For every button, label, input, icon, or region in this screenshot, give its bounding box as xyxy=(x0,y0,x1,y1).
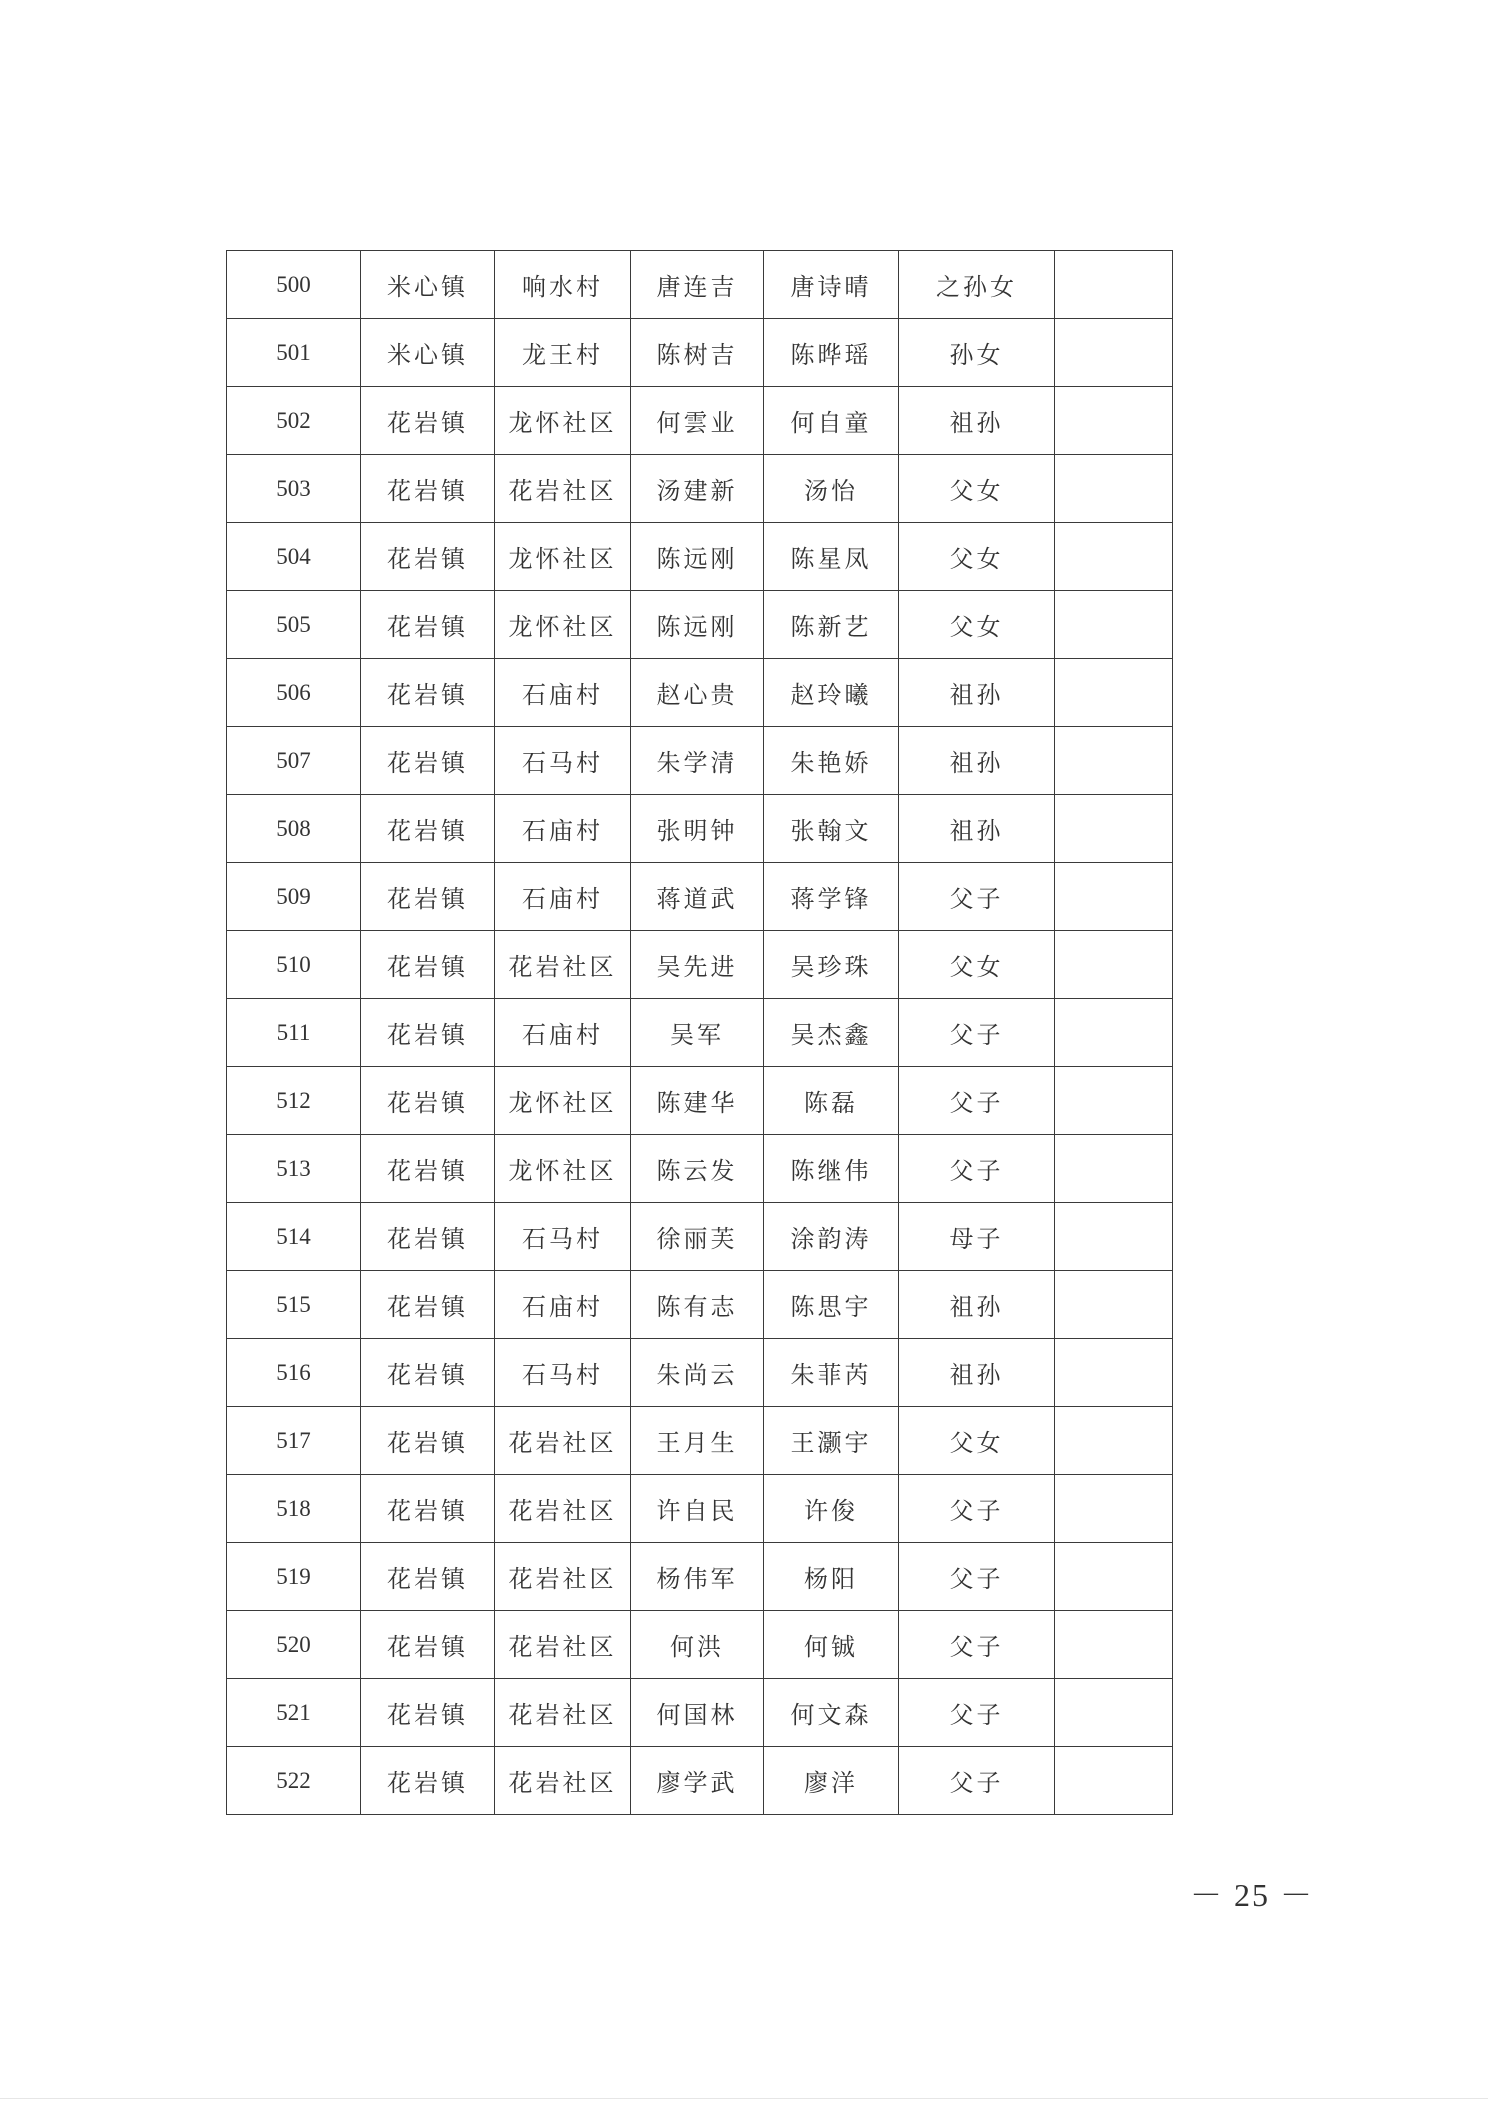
town-cell: 花岩镇 xyxy=(361,1339,495,1407)
village-cell: 花岩社区 xyxy=(495,455,631,523)
note-cell xyxy=(1055,319,1173,387)
person-name-cell: 陈建华 xyxy=(631,1067,764,1135)
town-cell: 花岩镇 xyxy=(361,591,495,659)
relative-name-cell: 朱艳娇 xyxy=(764,727,899,795)
village-cell: 龙怀社区 xyxy=(495,591,631,659)
table-row xyxy=(227,1543,1173,1611)
village-cell: 花岩社区 xyxy=(495,931,631,999)
row-number-cell: 501 xyxy=(227,319,361,387)
relative-name-cell: 陈磊 xyxy=(764,1067,899,1135)
relationship-cell: 父子 xyxy=(899,1543,1055,1611)
row-number-cell: 514 xyxy=(227,1203,361,1271)
village-cell: 花岩社区 xyxy=(495,1475,631,1543)
table-row xyxy=(227,1203,1173,1271)
town-cell: 花岩镇 xyxy=(361,1135,495,1203)
village-cell: 石庙村 xyxy=(495,659,631,727)
table-row xyxy=(227,1067,1173,1135)
village-cell: 龙王村 xyxy=(495,319,631,387)
table-row xyxy=(227,659,1173,727)
village-cell: 花岩社区 xyxy=(495,1407,631,1475)
person-name-cell: 何雲业 xyxy=(631,387,764,455)
relative-name-cell: 陈继伟 xyxy=(764,1135,899,1203)
person-name-cell: 吴军 xyxy=(631,999,764,1067)
relative-name-cell: 王灏宇 xyxy=(764,1407,899,1475)
person-name-cell: 廖学武 xyxy=(631,1747,764,1815)
town-cell: 花岩镇 xyxy=(361,455,495,523)
town-cell: 花岩镇 xyxy=(361,795,495,863)
note-cell xyxy=(1055,1271,1173,1339)
relationship-cell: 父女 xyxy=(899,1407,1055,1475)
person-name-cell: 陈有志 xyxy=(631,1271,764,1339)
village-cell: 石庙村 xyxy=(495,999,631,1067)
person-name-cell: 吴先进 xyxy=(631,931,764,999)
village-cell: 花岩社区 xyxy=(495,1679,631,1747)
row-number-cell: 506 xyxy=(227,659,361,727)
relationship-cell: 父女 xyxy=(899,455,1055,523)
table-row xyxy=(227,455,1173,523)
person-name-cell: 蒋道武 xyxy=(631,863,764,931)
relationship-cell: 之孙女 xyxy=(899,251,1055,319)
table-row xyxy=(227,319,1173,387)
note-cell xyxy=(1055,727,1173,795)
note-cell xyxy=(1055,1611,1173,1679)
relative-name-cell: 唐诗晴 xyxy=(764,251,899,319)
row-number-cell: 500 xyxy=(227,251,361,319)
row-number-cell: 508 xyxy=(227,795,361,863)
note-cell xyxy=(1055,455,1173,523)
relationship-cell: 祖孙 xyxy=(899,1271,1055,1339)
relative-name-cell: 何铖 xyxy=(764,1611,899,1679)
person-name-cell: 陈远刚 xyxy=(631,523,764,591)
person-name-cell: 徐丽芙 xyxy=(631,1203,764,1271)
village-cell: 石庙村 xyxy=(495,795,631,863)
scan-edge-line xyxy=(0,2098,1488,2099)
relative-name-cell: 吴杰鑫 xyxy=(764,999,899,1067)
relationship-cell: 父子 xyxy=(899,1067,1055,1135)
town-cell: 花岩镇 xyxy=(361,1543,495,1611)
relationship-cell: 孙女 xyxy=(899,319,1055,387)
relative-name-cell: 涂韵涛 xyxy=(764,1203,899,1271)
row-number-cell: 521 xyxy=(227,1679,361,1747)
relative-name-cell: 赵玲曦 xyxy=(764,659,899,727)
relationship-cell: 父女 xyxy=(899,591,1055,659)
row-number-cell: 507 xyxy=(227,727,361,795)
town-cell: 花岩镇 xyxy=(361,931,495,999)
village-cell: 石庙村 xyxy=(495,1271,631,1339)
table-row xyxy=(227,1475,1173,1543)
village-cell: 龙怀社区 xyxy=(495,387,631,455)
roster-table-body xyxy=(227,251,1173,1815)
relationship-cell: 父子 xyxy=(899,1611,1055,1679)
town-cell: 花岩镇 xyxy=(361,1067,495,1135)
relative-name-cell: 何文森 xyxy=(764,1679,899,1747)
note-cell xyxy=(1055,1475,1173,1543)
town-cell: 花岩镇 xyxy=(361,659,495,727)
note-cell xyxy=(1055,523,1173,591)
town-cell: 花岩镇 xyxy=(361,1747,495,1815)
table-row xyxy=(227,931,1173,999)
note-cell xyxy=(1055,931,1173,999)
town-cell: 花岩镇 xyxy=(361,1475,495,1543)
row-number-cell: 510 xyxy=(227,931,361,999)
note-cell xyxy=(1055,999,1173,1067)
row-number-cell: 504 xyxy=(227,523,361,591)
note-cell xyxy=(1055,1747,1173,1815)
relative-name-cell: 陈新艺 xyxy=(764,591,899,659)
relationship-cell: 父子 xyxy=(899,1747,1055,1815)
relative-name-cell: 陈晔瑶 xyxy=(764,319,899,387)
table-row xyxy=(227,1611,1173,1679)
town-cell: 花岩镇 xyxy=(361,1679,495,1747)
row-number-cell: 512 xyxy=(227,1067,361,1135)
note-cell xyxy=(1055,863,1173,931)
relationship-cell: 祖孙 xyxy=(899,795,1055,863)
row-number-cell: 503 xyxy=(227,455,361,523)
person-name-cell: 何国林 xyxy=(631,1679,764,1747)
person-name-cell: 何洪 xyxy=(631,1611,764,1679)
relative-name-cell: 张翰文 xyxy=(764,795,899,863)
relationship-cell: 父女 xyxy=(899,931,1055,999)
note-cell xyxy=(1055,251,1173,319)
town-cell: 花岩镇 xyxy=(361,727,495,795)
town-cell: 花岩镇 xyxy=(361,523,495,591)
relationship-cell: 父子 xyxy=(899,999,1055,1067)
row-number-cell: 520 xyxy=(227,1611,361,1679)
person-name-cell: 许自民 xyxy=(631,1475,764,1543)
note-cell xyxy=(1055,387,1173,455)
row-number-cell: 522 xyxy=(227,1747,361,1815)
relationship-cell: 母子 xyxy=(899,1203,1055,1271)
table-row xyxy=(227,1679,1173,1747)
town-cell: 花岩镇 xyxy=(361,387,495,455)
note-cell xyxy=(1055,1203,1173,1271)
note-cell xyxy=(1055,1543,1173,1611)
relationship-cell: 父子 xyxy=(899,1679,1055,1747)
village-cell: 花岩社区 xyxy=(495,1747,631,1815)
village-cell: 石庙村 xyxy=(495,863,631,931)
person-name-cell: 朱学清 xyxy=(631,727,764,795)
relationship-cell: 父子 xyxy=(899,863,1055,931)
note-cell xyxy=(1055,591,1173,659)
person-name-cell: 唐连吉 xyxy=(631,251,764,319)
row-number-cell: 513 xyxy=(227,1135,361,1203)
relationship-cell: 祖孙 xyxy=(899,659,1055,727)
row-number-cell: 509 xyxy=(227,863,361,931)
village-cell: 龙怀社区 xyxy=(495,1067,631,1135)
person-name-cell: 陈远刚 xyxy=(631,591,764,659)
relationship-cell: 父女 xyxy=(899,523,1055,591)
relative-name-cell: 何自童 xyxy=(764,387,899,455)
village-cell: 石马村 xyxy=(495,1203,631,1271)
relative-name-cell: 陈思宇 xyxy=(764,1271,899,1339)
table-row xyxy=(227,251,1173,319)
village-cell: 石马村 xyxy=(495,727,631,795)
page-number: － 25 － xyxy=(1190,1877,1315,1913)
relative-name-cell: 许俊 xyxy=(764,1475,899,1543)
town-cell: 花岩镇 xyxy=(361,999,495,1067)
table-row xyxy=(227,999,1173,1067)
row-number-cell: 515 xyxy=(227,1271,361,1339)
relative-name-cell: 蒋学锋 xyxy=(764,863,899,931)
person-name-cell: 陈树吉 xyxy=(631,319,764,387)
table-row xyxy=(227,591,1173,659)
person-name-cell: 杨伟军 xyxy=(631,1543,764,1611)
relationship-cell: 祖孙 xyxy=(899,387,1055,455)
relative-name-cell: 朱菲芮 xyxy=(764,1339,899,1407)
relationship-cell: 祖孙 xyxy=(899,1339,1055,1407)
relative-name-cell: 陈星凤 xyxy=(764,523,899,591)
village-cell: 花岩社区 xyxy=(495,1543,631,1611)
village-cell: 龙怀社区 xyxy=(495,523,631,591)
table-row xyxy=(227,523,1173,591)
table-row xyxy=(227,863,1173,931)
relationship-cell: 父子 xyxy=(899,1135,1055,1203)
table-row xyxy=(227,1135,1173,1203)
row-number-cell: 517 xyxy=(227,1407,361,1475)
note-cell xyxy=(1055,1339,1173,1407)
note-cell xyxy=(1055,1135,1173,1203)
person-name-cell: 赵心贵 xyxy=(631,659,764,727)
row-number-cell: 511 xyxy=(227,999,361,1067)
relative-name-cell: 杨阳 xyxy=(764,1543,899,1611)
table-row xyxy=(227,795,1173,863)
table-row xyxy=(227,1271,1173,1339)
village-cell: 石马村 xyxy=(495,1339,631,1407)
note-cell xyxy=(1055,659,1173,727)
relative-name-cell: 吴珍珠 xyxy=(764,931,899,999)
roster-table xyxy=(226,250,1173,1815)
row-number-cell: 518 xyxy=(227,1475,361,1543)
note-cell xyxy=(1055,1679,1173,1747)
table-row xyxy=(227,727,1173,795)
row-number-cell: 516 xyxy=(227,1339,361,1407)
town-cell: 米心镇 xyxy=(361,319,495,387)
village-cell: 花岩社区 xyxy=(495,1611,631,1679)
village-cell: 龙怀社区 xyxy=(495,1135,631,1203)
note-cell xyxy=(1055,795,1173,863)
town-cell: 花岩镇 xyxy=(361,1271,495,1339)
relative-name-cell: 廖洋 xyxy=(764,1747,899,1815)
town-cell: 米心镇 xyxy=(361,251,495,319)
row-number-cell: 505 xyxy=(227,591,361,659)
note-cell xyxy=(1055,1407,1173,1475)
village-cell: 响水村 xyxy=(495,251,631,319)
table-row xyxy=(227,1339,1173,1407)
person-name-cell: 张明钟 xyxy=(631,795,764,863)
town-cell: 花岩镇 xyxy=(361,1203,495,1271)
person-name-cell: 陈云发 xyxy=(631,1135,764,1203)
row-number-cell: 502 xyxy=(227,387,361,455)
relationship-cell: 父子 xyxy=(899,1475,1055,1543)
relative-name-cell: 汤怡 xyxy=(764,455,899,523)
person-name-cell: 汤建新 xyxy=(631,455,764,523)
person-name-cell: 朱尚云 xyxy=(631,1339,764,1407)
table-row xyxy=(227,387,1173,455)
town-cell: 花岩镇 xyxy=(361,1611,495,1679)
row-number-cell: 519 xyxy=(227,1543,361,1611)
town-cell: 花岩镇 xyxy=(361,1407,495,1475)
table-row xyxy=(227,1747,1173,1815)
relationship-cell: 祖孙 xyxy=(899,727,1055,795)
town-cell: 花岩镇 xyxy=(361,863,495,931)
person-name-cell: 王月生 xyxy=(631,1407,764,1475)
note-cell xyxy=(1055,1067,1173,1135)
table-row xyxy=(227,1407,1173,1475)
